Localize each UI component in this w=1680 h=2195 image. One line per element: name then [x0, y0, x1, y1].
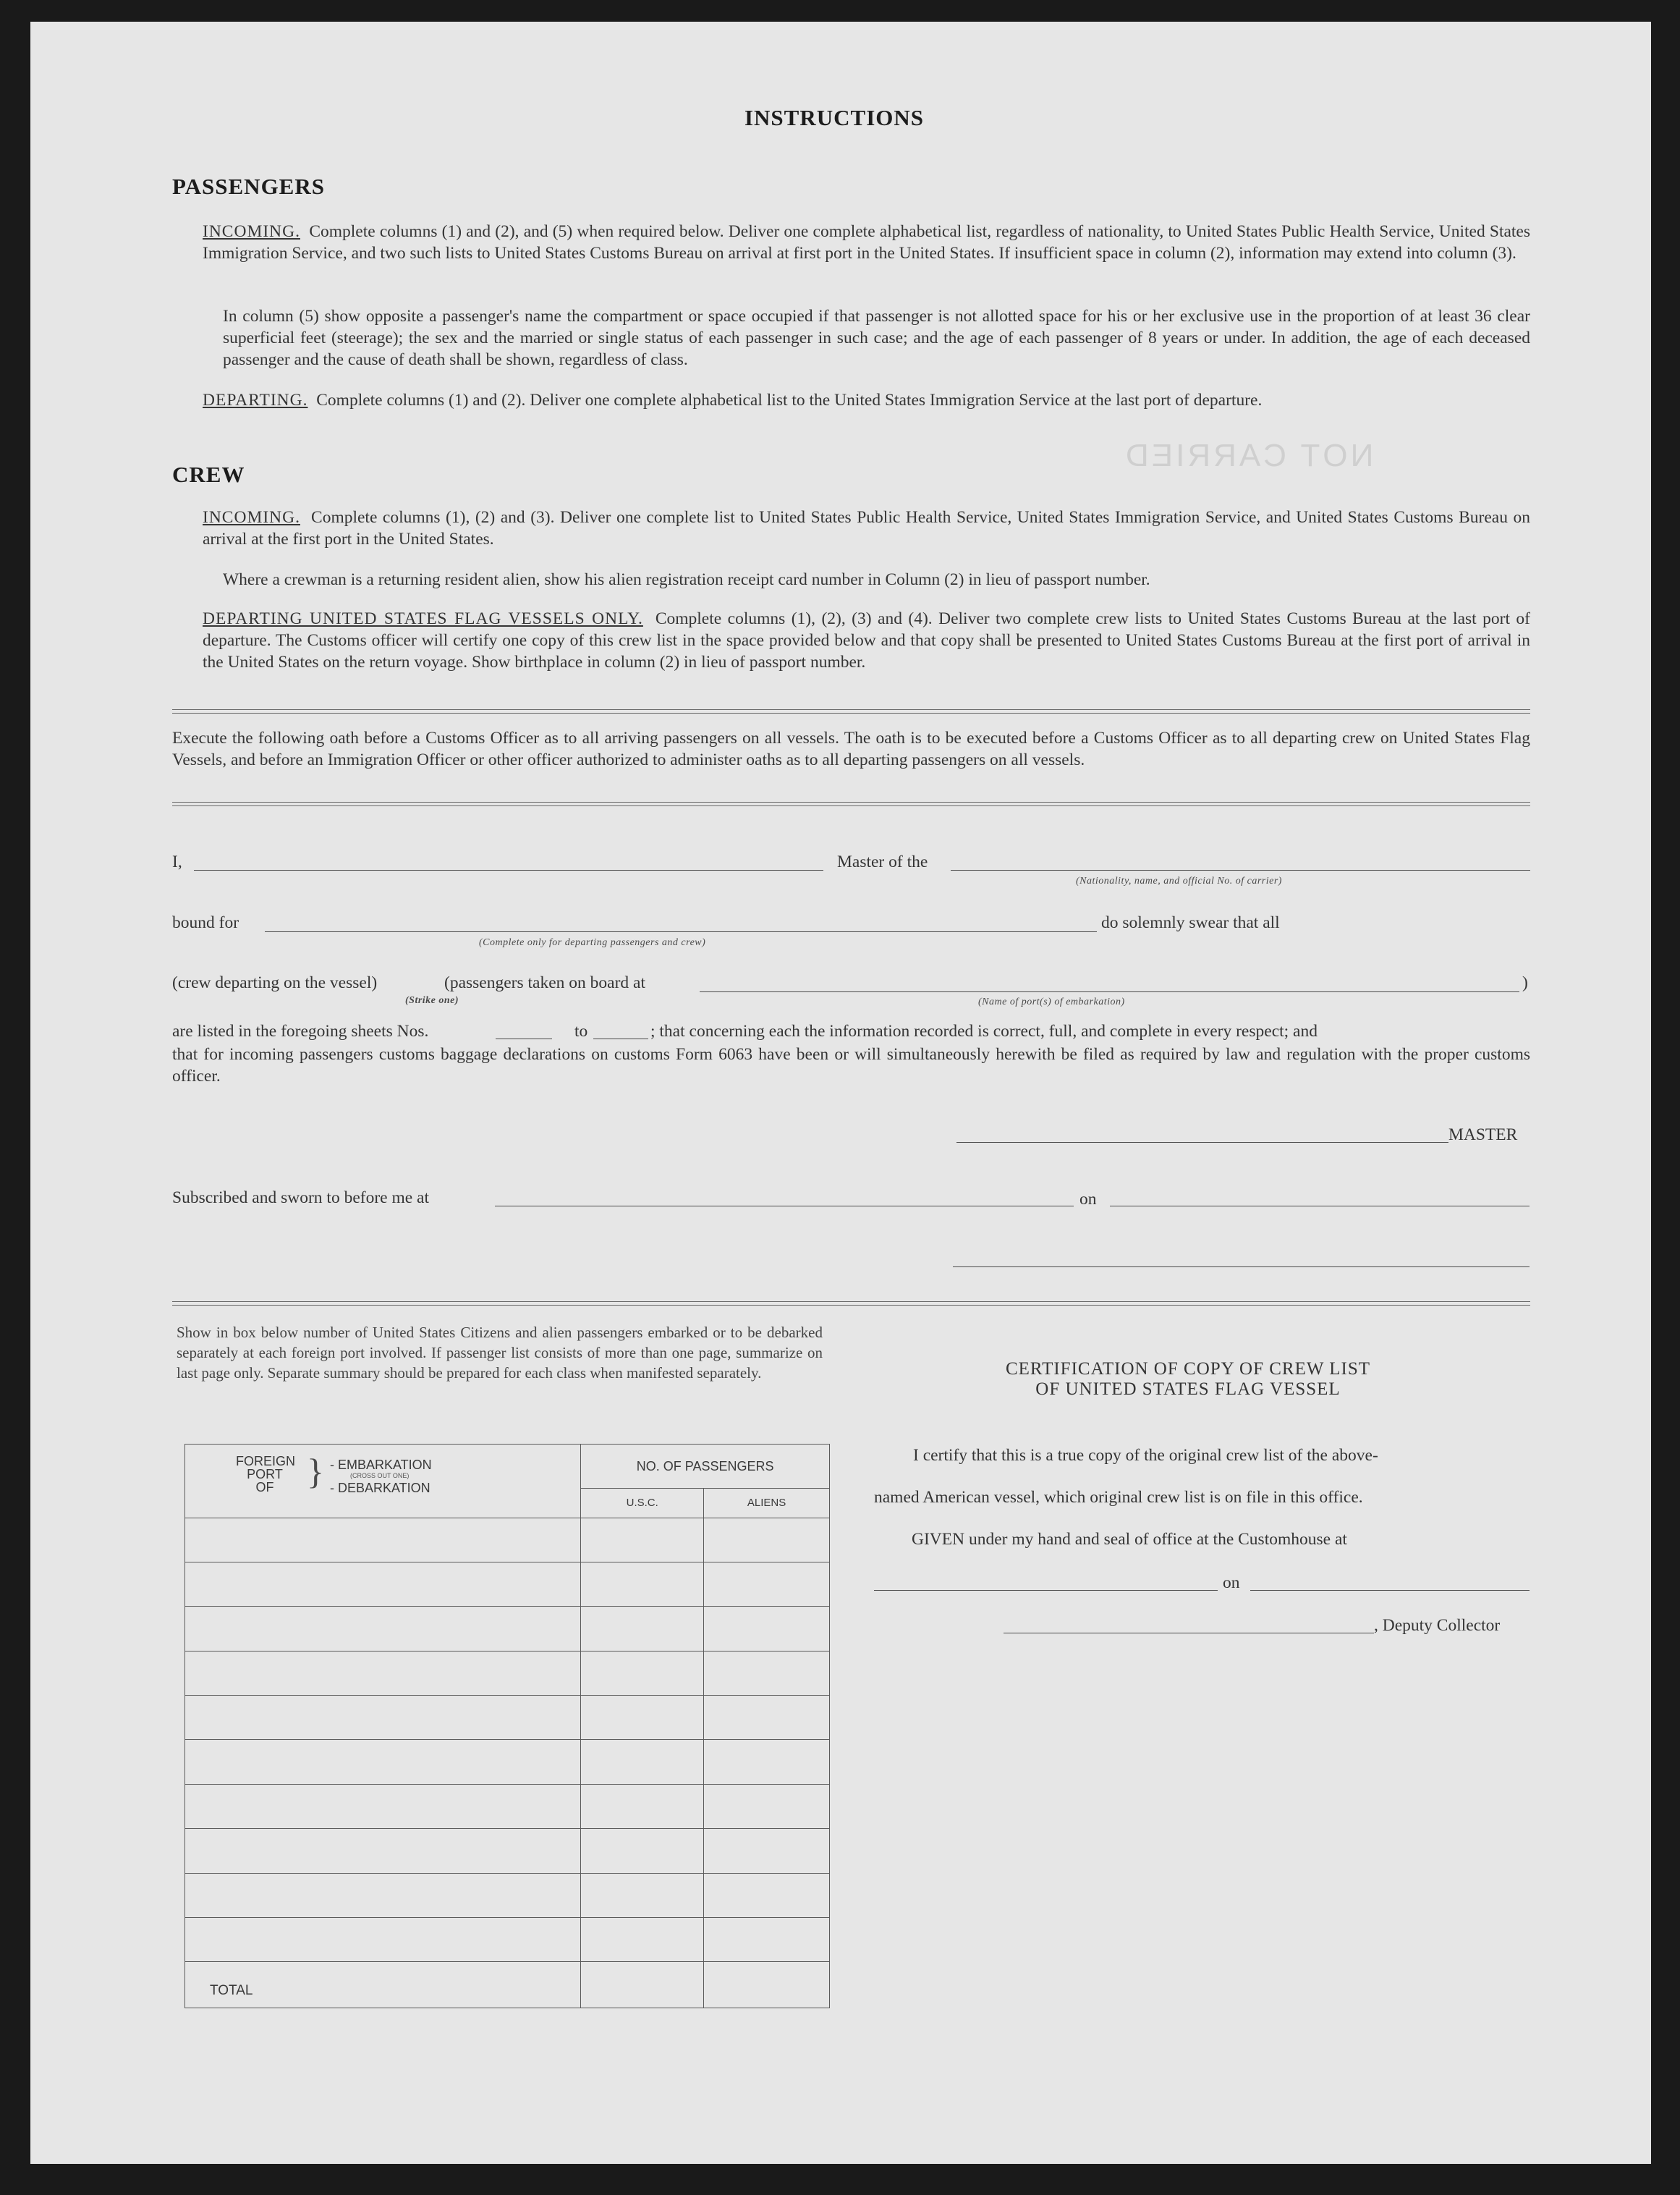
subscribed-label: Subscribed and sworn to before me at	[172, 1188, 430, 1207]
embarkation-label: - EMBARKATION	[330, 1458, 432, 1472]
page-title: INSTRUCTIONS	[744, 105, 924, 130]
certification-line-1: I certify that this is a true copy of the original crew list of the above-	[913, 1446, 1378, 1465]
aliens-cell[interactable]	[704, 1518, 830, 1562]
port-word: PORT	[247, 1467, 283, 1481]
crew-incoming-label: INCOMING.	[203, 508, 300, 527]
close-paren: )	[1522, 973, 1528, 992]
crew-heading: CREW	[172, 462, 245, 487]
listed-text-b: ; that concerning each the information recorded is correct, full, and complete in every respect; and	[650, 1022, 1318, 1041]
port-caption: (Name of port(s) of embarkation)	[978, 997, 1125, 1007]
port-cell[interactable]	[185, 1562, 581, 1606]
crew-departing-option: (crew departing on the vessel)	[172, 973, 378, 992]
bound-for-caption: (Complete only for departing passengers and crew)	[479, 937, 706, 948]
passengers-taken-option: (passengers taken on board at	[444, 973, 645, 992]
deputy-collector-label: , Deputy Collector	[1374, 1616, 1501, 1635]
certification-heading-2: OF UNITED STATES FLAG VESSEL	[1035, 1379, 1341, 1399]
port-cell[interactable]	[185, 1518, 581, 1562]
passengers-incoming-label: INCOMING.	[203, 222, 300, 241]
port-header-cell	[185, 1445, 581, 1518]
bleed-through-stamp: NOT CARRIED	[1123, 438, 1374, 473]
bound-for-label: bound for	[172, 913, 239, 932]
usc-cell[interactable]	[581, 1562, 704, 1606]
passengers-incoming-text: Complete columns (1) and (2), and (5) when required below. Deliver one complete alphabetical list, regardless of nationality, to United States Public Health Service, United States Immigration Service, and two such lists to United States Customs Bureau on arrival at first port in the United States. If insufficient space in column (2), information may extend into column (3).	[203, 222, 1531, 263]
cross-out-one-label: (CROSS OUT ONE)	[350, 1472, 410, 1479]
aliens-cell[interactable]	[704, 1740, 830, 1784]
usc-cell[interactable]	[581, 1651, 704, 1695]
aliens-cell[interactable]	[704, 1651, 830, 1695]
divider-1	[172, 709, 1530, 714]
usc-cell[interactable]	[581, 1740, 704, 1784]
aliens-cell[interactable]	[704, 1873, 830, 1917]
divider-3	[172, 1301, 1530, 1306]
crew-resident-paragraph: Where a crewman is a returning resident alien, show his alien registration receipt card number in Column (2) in lieu of passport number.	[223, 570, 1150, 589]
aliens-header: ALIENS	[704, 1489, 830, 1518]
certification-line-2: named American vessel, which original crew list is on file in this office.	[874, 1488, 1363, 1507]
crew-departing-label: DEPARTING UNITED STATES FLAG VESSELS ONLY.	[203, 609, 643, 628]
certification-on-label: on	[1223, 1573, 1240, 1592]
port-cell[interactable]	[185, 1651, 581, 1695]
aliens-cell[interactable]	[704, 1784, 830, 1828]
carrier-line[interactable]	[951, 870, 1530, 871]
total-label: TOTAL	[185, 1962, 581, 2008]
usc-cell[interactable]	[581, 1784, 704, 1828]
customhouse-line[interactable]	[874, 1590, 1218, 1591]
port-cell[interactable]	[185, 1607, 581, 1651]
bound-for-line[interactable]	[265, 931, 1097, 932]
crew-departing-text: Complete columns (1), (2), (3) and (4). Deliver two complete crew lists to United States Customs Bureau at the last port of departure. The Customs officer will certify one copy of this crew list in the space provided below and that copy shall be presented to United States Customs Bureau at the first port of arrival in the United States on the return voyage. Show birthplace in column (2) in lieu of passport number.	[203, 609, 1531, 672]
passengers-departing-paragraph	[203, 389, 1530, 411]
passengers-departing-text: Complete columns (1) and (2). Deliver one complete alphabetical list to the United States Immigration Service at the last port of departure.	[316, 391, 1263, 410]
master-name-line[interactable]	[194, 870, 823, 871]
listed-text-a: are listed in the foregoing sheets Nos.	[172, 1022, 429, 1041]
oath-i-label: I,	[172, 853, 182, 871]
crew-incoming-text: Complete columns (1), (2) and (3). Deliver one complete list to United States Public Health Service, United States Immigration Service, and United States Customs Bureau on arrival at the first port in the United States.	[203, 508, 1530, 549]
listed-text-c: that for incoming passengers customs baggage declarations on customs Form 6063 have been or will simultaneously herewith be filed as required by law and regulation with the proper customs officer.	[172, 1045, 1530, 1086]
listed-to: to	[574, 1022, 588, 1041]
passengers-departing-label: DEPARTING.	[203, 391, 308, 410]
carrier-caption: (Nationality, name, and official No. of carrier)	[1076, 876, 1282, 887]
subscribed-on-label: on	[1079, 1190, 1097, 1209]
aliens-cell[interactable]	[704, 1829, 830, 1873]
usc-cell[interactable]	[581, 1873, 704, 1917]
strike-one-caption: (Strike one)	[405, 995, 459, 1006]
port-cell[interactable]	[185, 1873, 581, 1917]
usc-cell[interactable]	[581, 1607, 704, 1651]
aliens-cell[interactable]	[704, 1607, 830, 1651]
officer-signature-line[interactable]	[953, 1266, 1530, 1267]
passengers-heading: PASSENGERS	[172, 174, 325, 199]
form-page	[30, 22, 1651, 2164]
master-of-the-label: Master of the	[837, 853, 928, 871]
crew-incoming-paragraph	[203, 507, 1530, 550]
port-cell[interactable]	[185, 1740, 581, 1784]
oath-instructions: Execute the following oath before a Customs Officer as to all arriving passengers on all vessels. The oath is to be executed before a Customs Officer as to all departing crew on United States Flag Vessels, and before an Immigration Officer or other officer authorized to administer oaths as to all departing passengers on all vessels.	[172, 729, 1530, 769]
box-instructions: Show in box below number of United States Citizens and alien passengers embarked or to be debarked separately at each foreign port involved. If passenger list consists of more than one page, summarize on last page only. Separate summary should be prepared for each class when manifested separately.	[177, 1324, 823, 1382]
usc-header: U.S.C.	[581, 1489, 704, 1518]
port-cell[interactable]	[185, 1917, 581, 1961]
passengers-column5-paragraph: In column (5) show opposite a passenger's name the compartment or space occupied if that passenger is not allotted space for his or her exclusive use in the proportion of at least 36 clear superficial feet (steerage); the sex and the married or single status of each passenger in such case; and the age of each passenger of 8 years or under. In addition, the age of each deceased passenger and the cause of death shall be shown, regardless of class.	[223, 307, 1530, 369]
aliens-cell[interactable]	[704, 1562, 830, 1606]
crew-departing-paragraph	[203, 608, 1530, 673]
master-signature-line[interactable]	[956, 1142, 1448, 1143]
of-word: OF	[255, 1480, 274, 1494]
brace-icon: }	[307, 1451, 324, 1492]
aliens-total-cell[interactable]	[704, 1962, 830, 2008]
debarkation-label: - DEBARKATION	[330, 1481, 430, 1495]
passengers-incoming-paragraph	[203, 221, 1530, 264]
usc-total-cell[interactable]	[581, 1962, 704, 2008]
aliens-cell[interactable]	[704, 1917, 830, 1961]
certification-line-3: GIVEN under my hand and seal of office at the Customhouse at	[912, 1530, 1347, 1549]
port-cell[interactable]	[185, 1696, 581, 1740]
foreign-port-of-label	[236, 1455, 294, 1494]
embarkation-port-line[interactable]	[700, 991, 1519, 992]
usc-cell[interactable]	[581, 1696, 704, 1740]
divider-2	[172, 802, 1530, 806]
master-label: MASTER	[1448, 1125, 1518, 1144]
usc-cell[interactable]	[581, 1829, 704, 1873]
solemnly-swear-label: do solemnly swear that all	[1101, 913, 1280, 932]
passenger-summary-table	[184, 1444, 830, 2008]
certification-heading-1: CERTIFICATION OF COPY OF CREW LIST	[1005, 1359, 1371, 1379]
certification-date-line[interactable]	[1250, 1590, 1530, 1591]
no-of-passengers-header: NO. OF PASSENGERS	[581, 1445, 830, 1489]
foreign-word: FOREIGN	[236, 1454, 296, 1468]
port-cell[interactable]	[185, 1829, 581, 1873]
aliens-cell[interactable]	[704, 1696, 830, 1740]
port-cell[interactable]	[185, 1784, 581, 1828]
usc-cell[interactable]	[581, 1917, 704, 1961]
usc-cell[interactable]	[581, 1518, 704, 1562]
